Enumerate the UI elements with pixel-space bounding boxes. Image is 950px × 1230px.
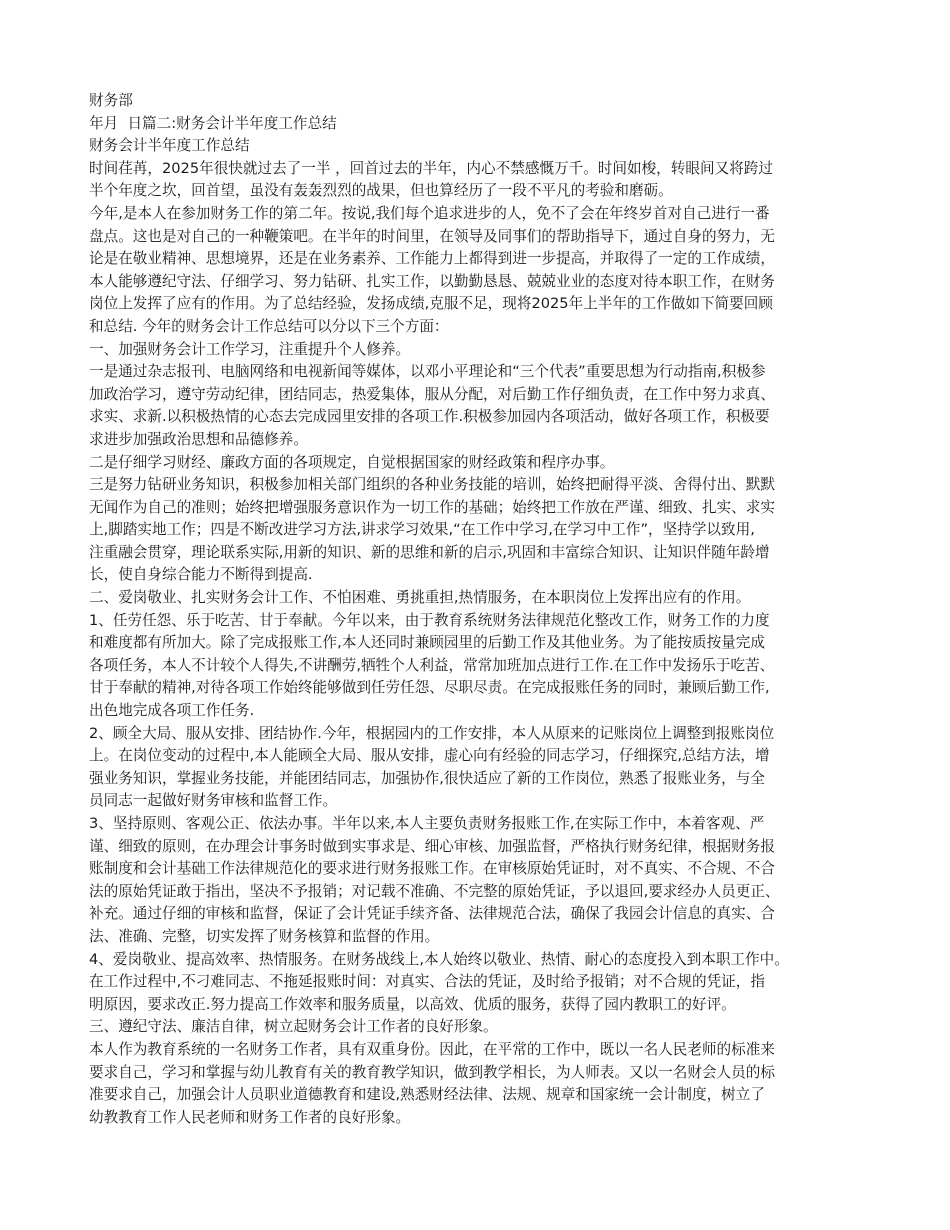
text-line: 论是在敬业精神、思想境界，还是在业务素养、工作能力上都得到进一步提高，并取得了一定的工作成绩， (89, 250, 775, 268)
text-line: 三、遵纪守法、廉洁自律，树立起财务会计工作者的良好形象。 (89, 1018, 498, 1036)
text-line: 和总结. 今年的财务会计工作总结可以分以下三个方面： (89, 317, 449, 335)
text-line: 谨、细致的原则，在办理会计事务时做到实事求是、细心审核、加强监督，严格执行财务纪律，根据财务报 (89, 837, 775, 855)
text-line: 2、顾全大局、服从安排、团结协作.今年，根据园内的工作安排，本人从原来的记账岗位上调整到报账岗位 (89, 724, 775, 742)
text-line: 求实、求新.以积极热情的心态去完成园里安排的各项工作.积极参加园内各项活动，做好各项工作，积极要 (89, 408, 770, 426)
text-line: 账制度和会计基础工作法律规范化的要求进行财务报账工作。在审核原始凭证时，对不真实、不合规、不合 (89, 860, 775, 878)
text-line: 一、加强财务会计工作学习，注重提升个人修养。 (89, 340, 411, 358)
text-line: 无闻作为自己的准则；始终把增强服务意识作为一切工作的基础；始终把工作放在严谨、细致、扎实、求实 (89, 498, 775, 516)
text-line: 和难度都有所加大。除了完成报账工作,本人还同时兼顾园里的后勤工作及其他业务。为了能按质按量完成 (89, 634, 765, 652)
text-line: 注重融会贯穿，理论联系实际,用新的知识、新的思维和新的启示,巩固和丰富综合知识、让知识伴随年龄增 (89, 543, 770, 561)
text-line: 强业务知识，掌握业务技能，并能团结同志，加强协作,很快适应了新的工作岗位，熟悉了报账业务，与全 (89, 769, 765, 787)
text-line: 甘于奉献的精神,对待各项工作始终能够做到任劳任怨、尽职尽责。在完成报账任务的同时，兼顾后勤工作, (89, 679, 770, 697)
text-line: 今年,是本人在参加财务工作的第二年。按说,我们每个追求进步的人，免不了会在年终岁首对自己进行一番 (89, 204, 770, 222)
text-line: 在工作过程中,不刁难同志、不拖延报账时间：对真实、合法的凭证，及时给予报销；对不合规的凭证，指 (89, 973, 765, 991)
text-line: 财务会计半年度工作总结 (89, 137, 250, 155)
text-line: 半个年度之坎，回首望，虽没有轰轰烈烈的战果，但也算经历了一段不平凡的考验和磨砺。 (89, 182, 673, 200)
text-line: 年月 日篇二:财务会计半年度工作总结 (89, 114, 337, 132)
text-line: 明原因，要求改正.努力提高工作效率和服务质量，以高效、优质的服务，获得了园内教职工的好评。 (89, 995, 736, 1013)
text-line: 财务部 (89, 92, 133, 109)
text-line: 本人能够遵纪守法、仔细学习、努力钻研、扎实工作，以勤勤恳恳、兢兢业业的态度对待本职工作，在财务 (89, 272, 775, 290)
text-line: 法的原始凭证敢于指出，坚决不予报销；对记载不准确、不完整的原始凭证，予以退回,要求经办人员更正、 (89, 882, 780, 900)
text-line: 上。在岗位变动的过程中,本人能顾全大局、服从安排，虚心向有经验的同志学习，仔细探究,总结方法，增 (89, 747, 770, 765)
text-line: 3、坚持原则、客观公正、依法办事。半年以来,本人主要负责财务报账工作,在实际工作中，本着客观、严 (89, 815, 765, 832)
text-line: 长，使自身综合能力不断得到提高. (89, 566, 313, 584)
text-line: 1、任劳任怨、乐于吃苦、甘于奉献。今年以来，由于教育系统财务法律规范化整改工作，财务工作的力度 (89, 611, 770, 629)
text-line: 三是努力钻研业务知识，积极参加相关部门组织的各种业务技能的培训，始终把耐得平淡、舍得付出、默默 (89, 476, 775, 494)
text-line: 上,脚踏实地工作；四是不断改进学习方法,讲求学习效果,“在工作中学习,在学习中工作”，坚持学以致用, (89, 521, 755, 539)
text-line: 时间荏苒，2025年很快就过去了一半 ，回首过去的半年，内心不禁感慨万千。时间如梭，转眼间又将跨过 (89, 159, 773, 177)
text-line: 一是通过杂志报刊、电脑网络和电视新闻等媒体，以邓小平理论和“三个代表”重要思想为行动指南,积极参 (89, 363, 766, 381)
text-line: 出色地完成各项工作任务. (89, 702, 255, 720)
text-line: 员同志一起做好财务审核和监督工作。 (89, 792, 338, 810)
text-line: 盘点。这也是对自己的一种鞭策吧。在半年的时间里，在领导及同事们的帮助指导下，通过自身的努力，无 (89, 227, 775, 245)
text-line: 法、准确、完整，切实发挥了财务核算和监督的作用。 (89, 927, 440, 945)
text-line: 岗位上发挥了应有的作用。为了总结经验，发扬成绩,克服不足，现将2025年上半年的工作做如下简要回顾 (89, 295, 773, 313)
text-line: 本人作为教育系统的一名财务工作者，具有双重身份。因此，在平常的工作中，既以一名人民老师的标准来 (89, 1040, 775, 1058)
text-line: 幼教教育工作人民老师和财务工作者的良好形象。 (89, 1108, 411, 1126)
text-line: 求进步加强政治思想和品德修养。 (89, 430, 308, 448)
text-line: 要求自己，学习和掌握与幼儿教育有关的教育教学知识，做到教学相长，为人师表。又以一名财会人员的标 (89, 1063, 775, 1081)
text-line: 准要求自己，加强会计人员职业道德教育和建设,熟悉财经法律、法规、规章和国家统一会计制度，树立了 (89, 1086, 765, 1104)
text-line: 4、爱岗敬业、提高效率、热情服务。在财务战线上,本人始终以敬业、热情、耐心的态度投入到本职工作中。 (89, 950, 789, 968)
text-line: 二是仔细学习财经、廉政方面的各项规定，自觉根据国家的财经政策和程序办事。 (89, 453, 615, 471)
text-line: 加政治学习，遵守劳动纪律，团结同志，热爱集体，服从分配，对后勤工作仔细负责，在工作中努力求真、 (89, 385, 775, 403)
text-line: 各项任务，本人不计较个人得失,不讲酬劳,牺牲个人利益，常常加班加点进行工作.在工作中发扬乐于吃苦、 (89, 656, 775, 674)
text-line: 补充。通过仔细的审核和监督，保证了会计凭证手续齐备、法律规范合法，确保了我园会计信息的真实、合 (89, 905, 775, 923)
document-body (89, 90, 862, 1129)
text-line: 二、爱岗敬业、扎实财务会计工作、不怕困难、勇挑重担,热情服务，在本职岗位上发挥出应有的作用。 (89, 589, 751, 607)
